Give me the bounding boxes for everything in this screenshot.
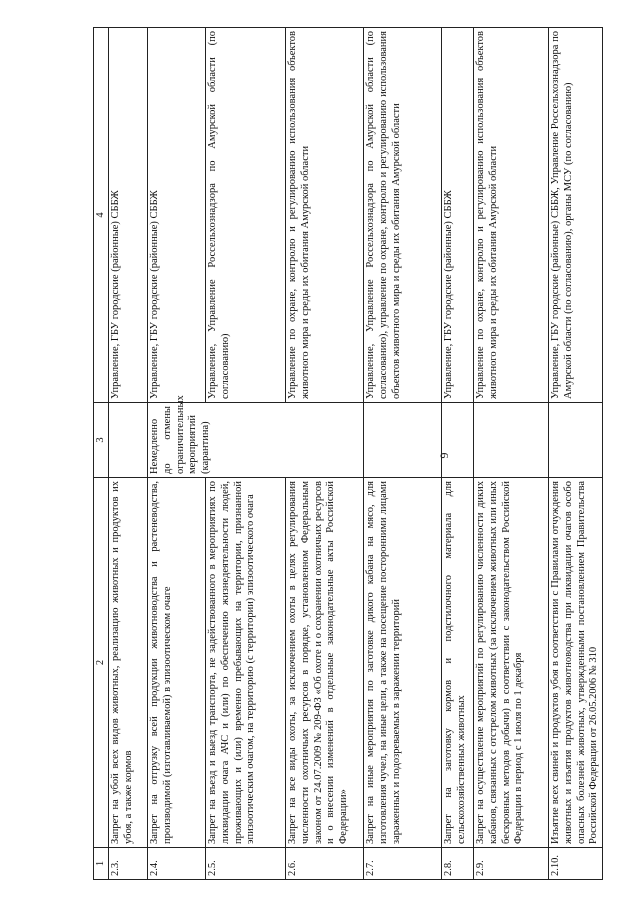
executor-cell: Управление, ГБУ городские (районные) СББЖ [148, 28, 206, 403]
row-number: 2.7. [364, 848, 442, 880]
row-number: 2.6. [286, 848, 364, 880]
row-number: 2.10. [549, 848, 603, 880]
table-row [109, 28, 148, 880]
executor-cell: Управление по охране, контролю и регулированию использования объектов животного мира и среды их обитания Амурской области [286, 28, 364, 403]
table-row [442, 28, 474, 880]
measure-cell: Запрет на осуществление мероприятий по регулированию численности диких кабанов, связанных с отстрелом животных (за исключением животных или иных бескровных методов добычи) в соответствии с законодательством Российской Федерации в период с 1 июля по 1 декабря [474, 478, 549, 848]
table-row [148, 28, 206, 880]
row-number: 2.9. [474, 848, 549, 880]
measure-cell: Запрет на въезд и выезд транспорта, не задействованного в мероприятиях по ликвидации очага АЧС и (или) по обеспечению жизнедеятельности людей, проживающих и (или) временно пребывающих на территории, признанной эпизоотическим очагом, на территорию (с территории) эпизоотического очага [206, 478, 286, 848]
executor-cell: Управление по охране, контролю и регулированию использования объектов животного мира и среды их обитания Амурской области [474, 28, 549, 403]
measures-table [93, 27, 603, 880]
header-row [94, 28, 109, 880]
term-cell [364, 403, 442, 478]
executor-cell: Управление, ГБУ городские (районные) СББЖ, Управление Россельхознадзора по Амурской области (по согласованию), органы МСУ (по согласованию) [549, 28, 603, 403]
header-cell: 3 [94, 403, 109, 478]
executor-cell: Управление, ГБУ городские (районные) СББЖ [109, 28, 148, 403]
page-number: 6 [437, 452, 452, 459]
measure-cell: Запрет на отгрузку всей продукции животноводства и растеневодства, производимой (изготавливаемой) в эпизоотическом очаге [148, 478, 206, 848]
header-cell: 4 [94, 28, 109, 403]
measure-cell: Запрет на заготовку кормов и подстилочного материала для сельскохозяйственных животных [442, 478, 474, 848]
row-number: 2.3. [109, 848, 148, 880]
executor-cell: Управление, ГБУ городские (районные) СББЖ [442, 28, 474, 403]
row-number: 2.5. [206, 848, 286, 880]
measure-cell: Запрет на убой всех видов животных, реализацию животных и продуктов их убоя, а также кормов [109, 478, 148, 848]
table-row [474, 28, 549, 880]
term-cell [549, 403, 603, 478]
table-row [549, 28, 603, 880]
header-cell: 1 [94, 848, 109, 880]
measure-cell: Запрет на иные мероприятия по заготовке дикого кабана на мясо, для изготовления чучел, на иные цели, а также на посещение посторонними лицами зараженных и подозреваемых в заражении территорий [364, 478, 442, 848]
row-number: 2.4. [148, 848, 206, 880]
rotated-table-wrapper [93, 28, 600, 880]
measure-cell: Запрет на все виды охоты, за исключением охоты в целях регулирования численности охотничьих ресурсов в порядке, установленном Федеральным законом от 24.07.2009 № 209-ФЗ «Об охоте и о сохранении охотничьих ресурсов и о внесении изменений в отдельные законодательные акты Российской Федерации» [286, 478, 364, 848]
measure-cell: Изъятие всех свиней и продуктов убоя в соответствии с Правилами отчуждения животных и изъятия продуктов животноводства при ликвидации очагов особо опасных болезней животных, утвержденными постановлением Правительства Российской Федерации от 26.05.2006 № 310 [549, 478, 603, 848]
table-row [364, 28, 442, 880]
executor-cell: Управление, Управление Россельхознадзора по Амурской области (по согласованию) [206, 28, 286, 403]
row-number: 2.8. [442, 848, 474, 880]
term-cell [474, 403, 549, 478]
term-cell [109, 403, 148, 478]
executor-cell: Управление, Управление Россельхознадзора по Амурской области (по согласованию), управление по охране, контролю и регулированию использования объектов животного мира и среды их обитания Амурской области [364, 28, 442, 403]
term-cell: Немедленно до отмены ограничительных мероприятий (карантина) [148, 403, 364, 478]
term-cell [442, 403, 474, 478]
header-cell: 2 [94, 478, 109, 848]
